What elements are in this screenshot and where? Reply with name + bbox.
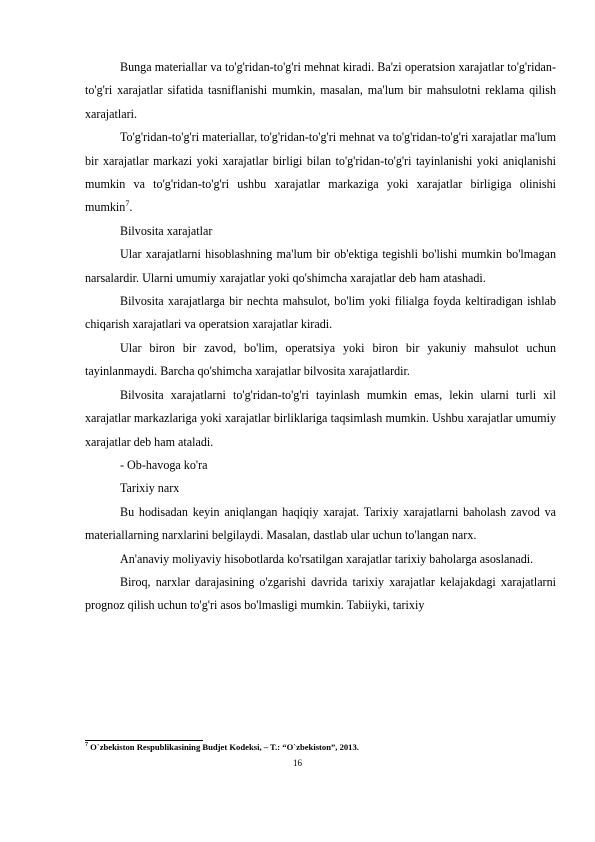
- paragraph-7: Bu hodisadan keyin aniqlangan haqiqiy xarajat. Tarixiy xarajatlarni baholash zavod va materiallarning narxlarini belgilaydi. Masalan, dastlab ular uchun to'langan narx.: [85, 504, 556, 543]
- paragraph-2-text: To'g'ridan-to'g'ri materiallar, to'g'ridan-to'g'ri mehnat va to'g'ridan-to'g'ri xarajatlar ma'lum bir xarajatlar markazi yoki xarajatlar birligi bilan to'g'ridan-to'g'ri tayinlanishi yoki aniqlanishi mumkin va to'g'ridan-to'g'ri ushbu xarajatlar markaziga yoki xarajatlar birligiga olinishi mumkin: [85, 130, 556, 215]
- paragraph-3: Ular xarajatlarni hisoblashning ma'lum bir ob'ektiga tegishli bo'lishi mumkin bo'lmagan narsalardir. Ularni umumiy xarajatlar yoki qo'shimcha xarajatlar deb ham atashadi.: [85, 247, 556, 285]
- footnote-reference[interactable]: 7: [125, 199, 130, 209]
- page-body: [85, 56, 556, 618]
- paragraph-5: Ular biron bir zavod, bo'lim, operatsiya yoki biron bir yakuniy mahsulot uchun tayinlanmaydi. Barcha qo'shimcha xarajatlar bilvosita xarajatlardir.: [85, 340, 556, 379]
- paragraph-1: Bunga materiallar va to'g'ridan-to'g'ri mehnat kiradi. Ba'zi operatsion xarajatlar to'g'ridan-to'g'ri xarajatlar sifatida tasniflanishi mumkin, masalan, ma'lum bir mahsulotni reklama qilish xarajatlari.: [85, 60, 556, 121]
- footnote-text: O`zbekiston Respublikasining Budjet Kodeksi, – T.: “O`zbekiston”, 2013.: [90, 742, 359, 752]
- paragraph-4: Bilvosita xarajatlarga bir nechta mahsulot, bo'lim yoki filialga foyda keltiradigan ishlab chiqarish xarajatlari va operatsion xarajatlar kiradi.: [85, 294, 556, 332]
- paragraph-2-end: .: [129, 200, 133, 215]
- footnote-divider: [85, 740, 203, 741]
- section-heading-historical-cost: Tarixiy narx: [120, 481, 180, 496]
- section-heading-indirect-costs: Bilvosita xarajatlar: [120, 223, 213, 238]
- footnote-marker: 7: [85, 742, 88, 749]
- paragraph-6: Bilvosita xarajatlarni to'g'ridan-to'g'ri tayinlash mumkin emas, lekin ularni turli xil xarajatlar markazlariga yoki xarajatlar birliklariga taqsimlash mumkin. Ushbu xarajatlar umumiy xarajatlar deb ham ataladi.: [85, 387, 556, 449]
- paragraph-8: An'anaviy moliyaviy hisobotlarda ko'rsatilgan xarajatlar tarixiy baholarga asoslanadi.: [120, 551, 534, 566]
- paragraph-2: [85, 126, 556, 220]
- footnote: [85, 742, 556, 753]
- page-number: 16: [293, 758, 302, 768]
- list-item-weather: - Ob-havoga ko'ra: [120, 457, 208, 472]
- paragraph-9: Biroq, narxlar darajasining o'zgarishi davrida tarixiy xarajatlar kelajakdagi xarajatlarni prognoz qilish uchun to'g'ri asos bo'lmasligi mumkin. Tabiiyki, tarixiy: [85, 574, 556, 613]
